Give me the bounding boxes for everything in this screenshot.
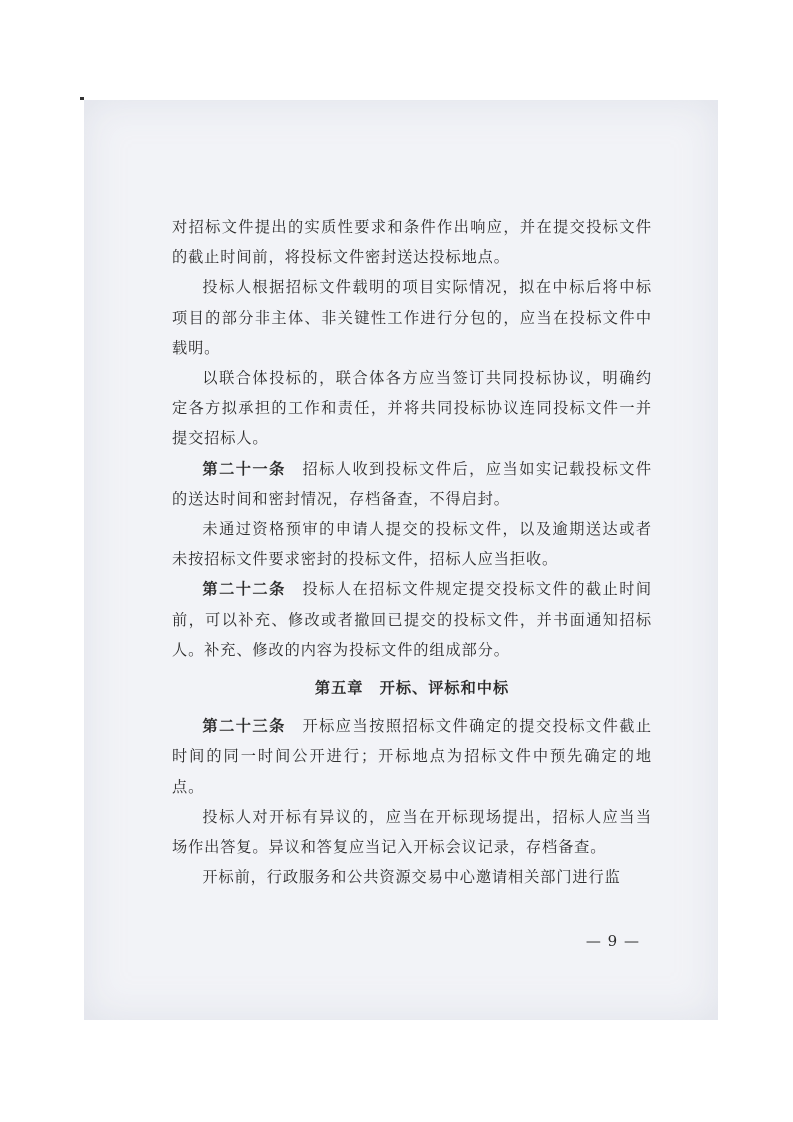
paragraph-5: 未通过资格预审的申请人提交的投标文件，以及逾期送达或者未按招标文件要求密封的投标文件，招标人应当拒收。: [172, 520, 652, 569]
paragraph-9: 投标人对开标有异议的，应当在开标现场提出，招标人应当当场作出答复。异议和答复应当记入开标会议记录，存档备查。: [172, 807, 652, 857]
article-23: [172, 711, 652, 802]
article-22-label: 第二十二条: [202, 580, 286, 599]
article-22: [172, 574, 652, 665]
article-21-label: 第二十一条: [202, 459, 286, 478]
chapter-heading: 第五章 开标、评标和中标: [314, 679, 510, 698]
paragraph-2: 投标人根据招标文件载明的项目实际情况，拟在中标后将中标项目的部分非主体、非关键性工作进行分包的，应当在投标文件中载明。: [172, 278, 652, 357]
document-body: [172, 212, 652, 892]
paragraph-10: 开标前，行政服务和公共资源交易中心邀请相关部门进行监: [202, 868, 621, 887]
paragraph-1: 对招标文件提出的实质性要求和条件作出响应，并在提交投标文件的截止时间前，将投标文件密封送达投标地点。: [172, 218, 652, 267]
article-22-text: 投标人在招标文件规定提交投标文件的截止时间前，可以补充、修改或者撤回已提交的投标文件，并书面通知招标人。补充、修改的内容为投标文件的组成部分。: [172, 580, 653, 659]
paragraph-3: 以联合体投标的，联合体各方应当签订共同投标协议，明确约定各方拟承担的工作和责任，并将共同投标协议连同投标文件一并提交招标人。: [172, 369, 652, 448]
article-23-text: 开标应当按照招标文件确定的提交投标文件截止时间的同一时间公开进行；开标地点为招标文件中预先确定的地点。: [172, 717, 653, 796]
article-21-text: 招标人收到投标文件后，应当如实记载投标文件的送达时间和密封情况，存档备查，不得启封。: [172, 459, 653, 508]
article-23-label: 第二十三条: [202, 717, 286, 736]
page-number: — 9 —: [585, 932, 640, 950]
article-21: [172, 454, 652, 514]
